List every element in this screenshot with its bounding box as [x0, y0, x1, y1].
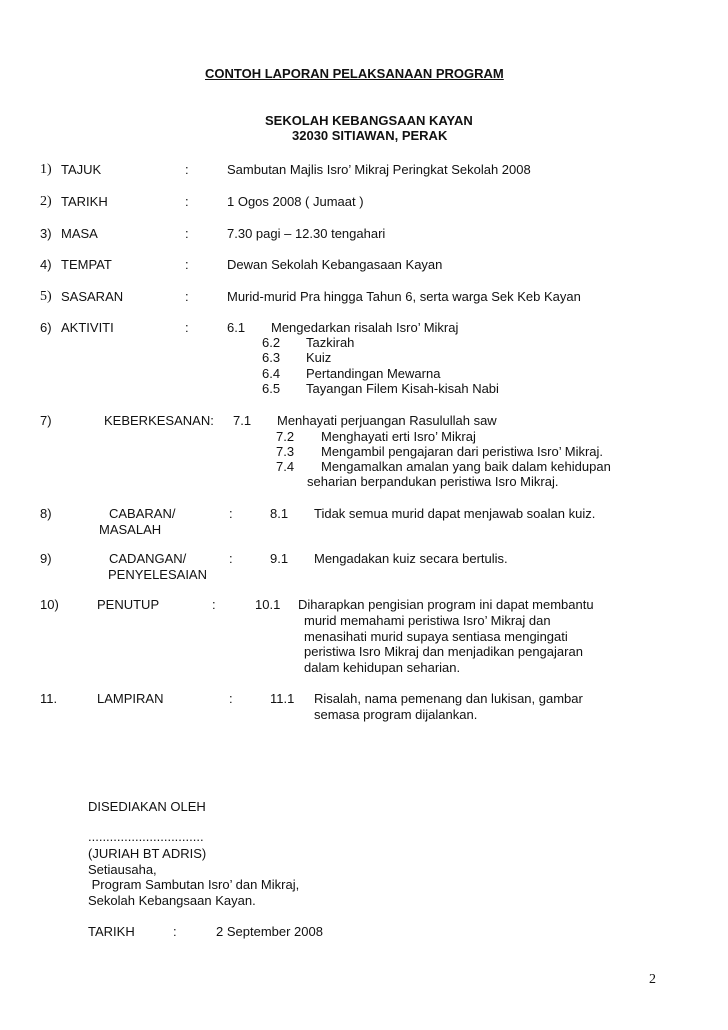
sub-number: 8.1	[270, 506, 289, 521]
item-number: 3)	[40, 226, 52, 241]
item-label-line2: PENYELESAIAN	[108, 567, 207, 582]
item-value: Sambutan Majlis Isro’ Mikraj Peringkat Sekolah 2008	[227, 162, 531, 177]
sub-text: semasa program dijalankan.	[314, 707, 478, 722]
date-label: TARIKH	[88, 924, 135, 939]
signature-line: ................................	[88, 829, 204, 844]
date-value: 2 September 2008	[216, 924, 323, 939]
item-number: 2)	[40, 194, 52, 209]
sub-text: Mengamalkan amalan yang baik dalam kehidupan	[321, 459, 611, 474]
sub-number: 7.2	[276, 429, 295, 444]
sub-number: 7.4	[276, 459, 295, 474]
item-number: 4)	[40, 257, 52, 272]
sub-text: Mengambil pengajaran dari peristiwa Isro’ Mikraj.	[321, 444, 604, 459]
sub-text: menasihati murid supaya sentiasa mengingati	[304, 629, 568, 644]
sub-text: Menghayati erti Isro’ Mikraj	[321, 429, 476, 444]
sub-text: Mengedarkan risalah Isro’ Mikraj	[271, 320, 459, 335]
sub-text: murid memahami peristiwa Isro’ Mikraj dan	[304, 613, 551, 628]
sub-text: Mengadakan kuiz secara bertulis.	[314, 551, 508, 566]
sub-text: Tayangan Filem Kisah-kisah Nabi	[306, 381, 499, 396]
sub-text: Risalah, nama pemenang dan lukisan, gambar	[314, 691, 583, 706]
sub-text: Tidak semua murid dapat menjawab soalan kuiz.	[314, 506, 596, 521]
signatory-name: (JURIAH BT ADRIS)	[88, 846, 207, 861]
item-colon: :	[212, 597, 216, 612]
sub-text: Kuiz	[306, 350, 332, 365]
item-label: CADANGAN/	[109, 551, 187, 566]
sub-text: Diharapkan pengisian program ini dapat membantu	[298, 597, 594, 612]
item-colon: :	[229, 551, 233, 566]
signatory-school: Sekolah Kebangsaan Kayan.	[88, 893, 256, 908]
sub-number: 6.1	[227, 320, 246, 335]
item-number: 7)	[40, 413, 52, 428]
item-label: TAJUK	[61, 162, 102, 177]
item-colon: :	[229, 506, 233, 521]
item-label: SASARAN	[61, 289, 124, 304]
item-label: TEMPAT	[61, 257, 112, 272]
school-address: 32030 SITIAWAN, PERAK	[292, 128, 448, 143]
document-title: CONTOH LAPORAN PELAKSANAAN PROGRAM	[205, 66, 504, 81]
item-colon: :	[185, 257, 189, 272]
sub-number: 9.1	[270, 551, 289, 566]
school-name: SEKOLAH KEBANGSAAN KAYAN	[265, 113, 473, 128]
signatory-program: Program Sambutan Isro’ dan Mikraj,	[88, 877, 300, 892]
item-number: 6)	[40, 320, 52, 335]
item-label: PENUTUP	[97, 597, 160, 612]
item-colon: :	[229, 691, 233, 706]
item-colon: :	[185, 194, 189, 209]
item-colon: :	[185, 289, 189, 304]
item-label: AKTIVITI	[61, 320, 114, 335]
sub-text: peristiwa Isro Mikraj dan menjadikan pengajaran	[304, 644, 583, 659]
item-number: 8)	[40, 506, 52, 521]
sub-text-continued: seharian berpandukan peristiwa Isro Mikraj.	[307, 474, 559, 489]
item-value: 1 Ogos 2008 ( Jumaat )	[227, 194, 364, 209]
sub-number: 6.3	[262, 350, 281, 365]
item-label: KEBERKESANAN:	[104, 413, 214, 428]
sub-number: 11.1	[270, 691, 295, 706]
sub-text: Pertandingan Mewarna	[306, 366, 441, 381]
signatory-role: Setiausaha,	[88, 862, 157, 877]
item-label: CABARAN/	[109, 506, 176, 521]
item-label-line2: MASALAH	[99, 522, 162, 537]
sub-number: 6.4	[262, 366, 281, 381]
sub-text: dalam kehidupan seharian.	[304, 660, 461, 675]
sub-number: 7.3	[276, 444, 295, 459]
sub-text: Tazkirah	[306, 335, 355, 350]
sub-text: Menhayati perjuangan Rasulullah saw	[277, 413, 497, 428]
item-value: Dewan Sekolah Kebangasaan Kayan	[227, 257, 443, 272]
date-colon: :	[173, 924, 177, 939]
item-label: LAMPIRAN	[97, 691, 164, 706]
item-colon: :	[185, 162, 189, 177]
item-number: 9)	[40, 551, 52, 566]
item-value: Murid-murid Pra hingga Tahun 6, serta warga Sek Keb Kayan	[227, 289, 581, 304]
sub-number: 7.1	[233, 413, 252, 428]
page-number: 2	[649, 972, 656, 987]
item-label: MASA	[61, 226, 98, 241]
sub-number: 10.1	[255, 597, 281, 612]
prepared-by-label: DISEDIAKAN OLEH	[88, 799, 206, 814]
item-value: 7.30 pagi – 12.30 tengahari	[227, 226, 386, 241]
item-number: 10)	[40, 597, 59, 612]
item-number: 11.	[40, 691, 58, 706]
item-number: 5)	[40, 289, 52, 304]
sub-number: 6.5	[262, 381, 281, 396]
item-colon: :	[185, 226, 189, 241]
item-colon: :	[185, 320, 189, 335]
item-number: 1)	[40, 162, 52, 177]
sub-number: 6.2	[262, 335, 281, 350]
item-label: TARIKH	[61, 194, 108, 209]
